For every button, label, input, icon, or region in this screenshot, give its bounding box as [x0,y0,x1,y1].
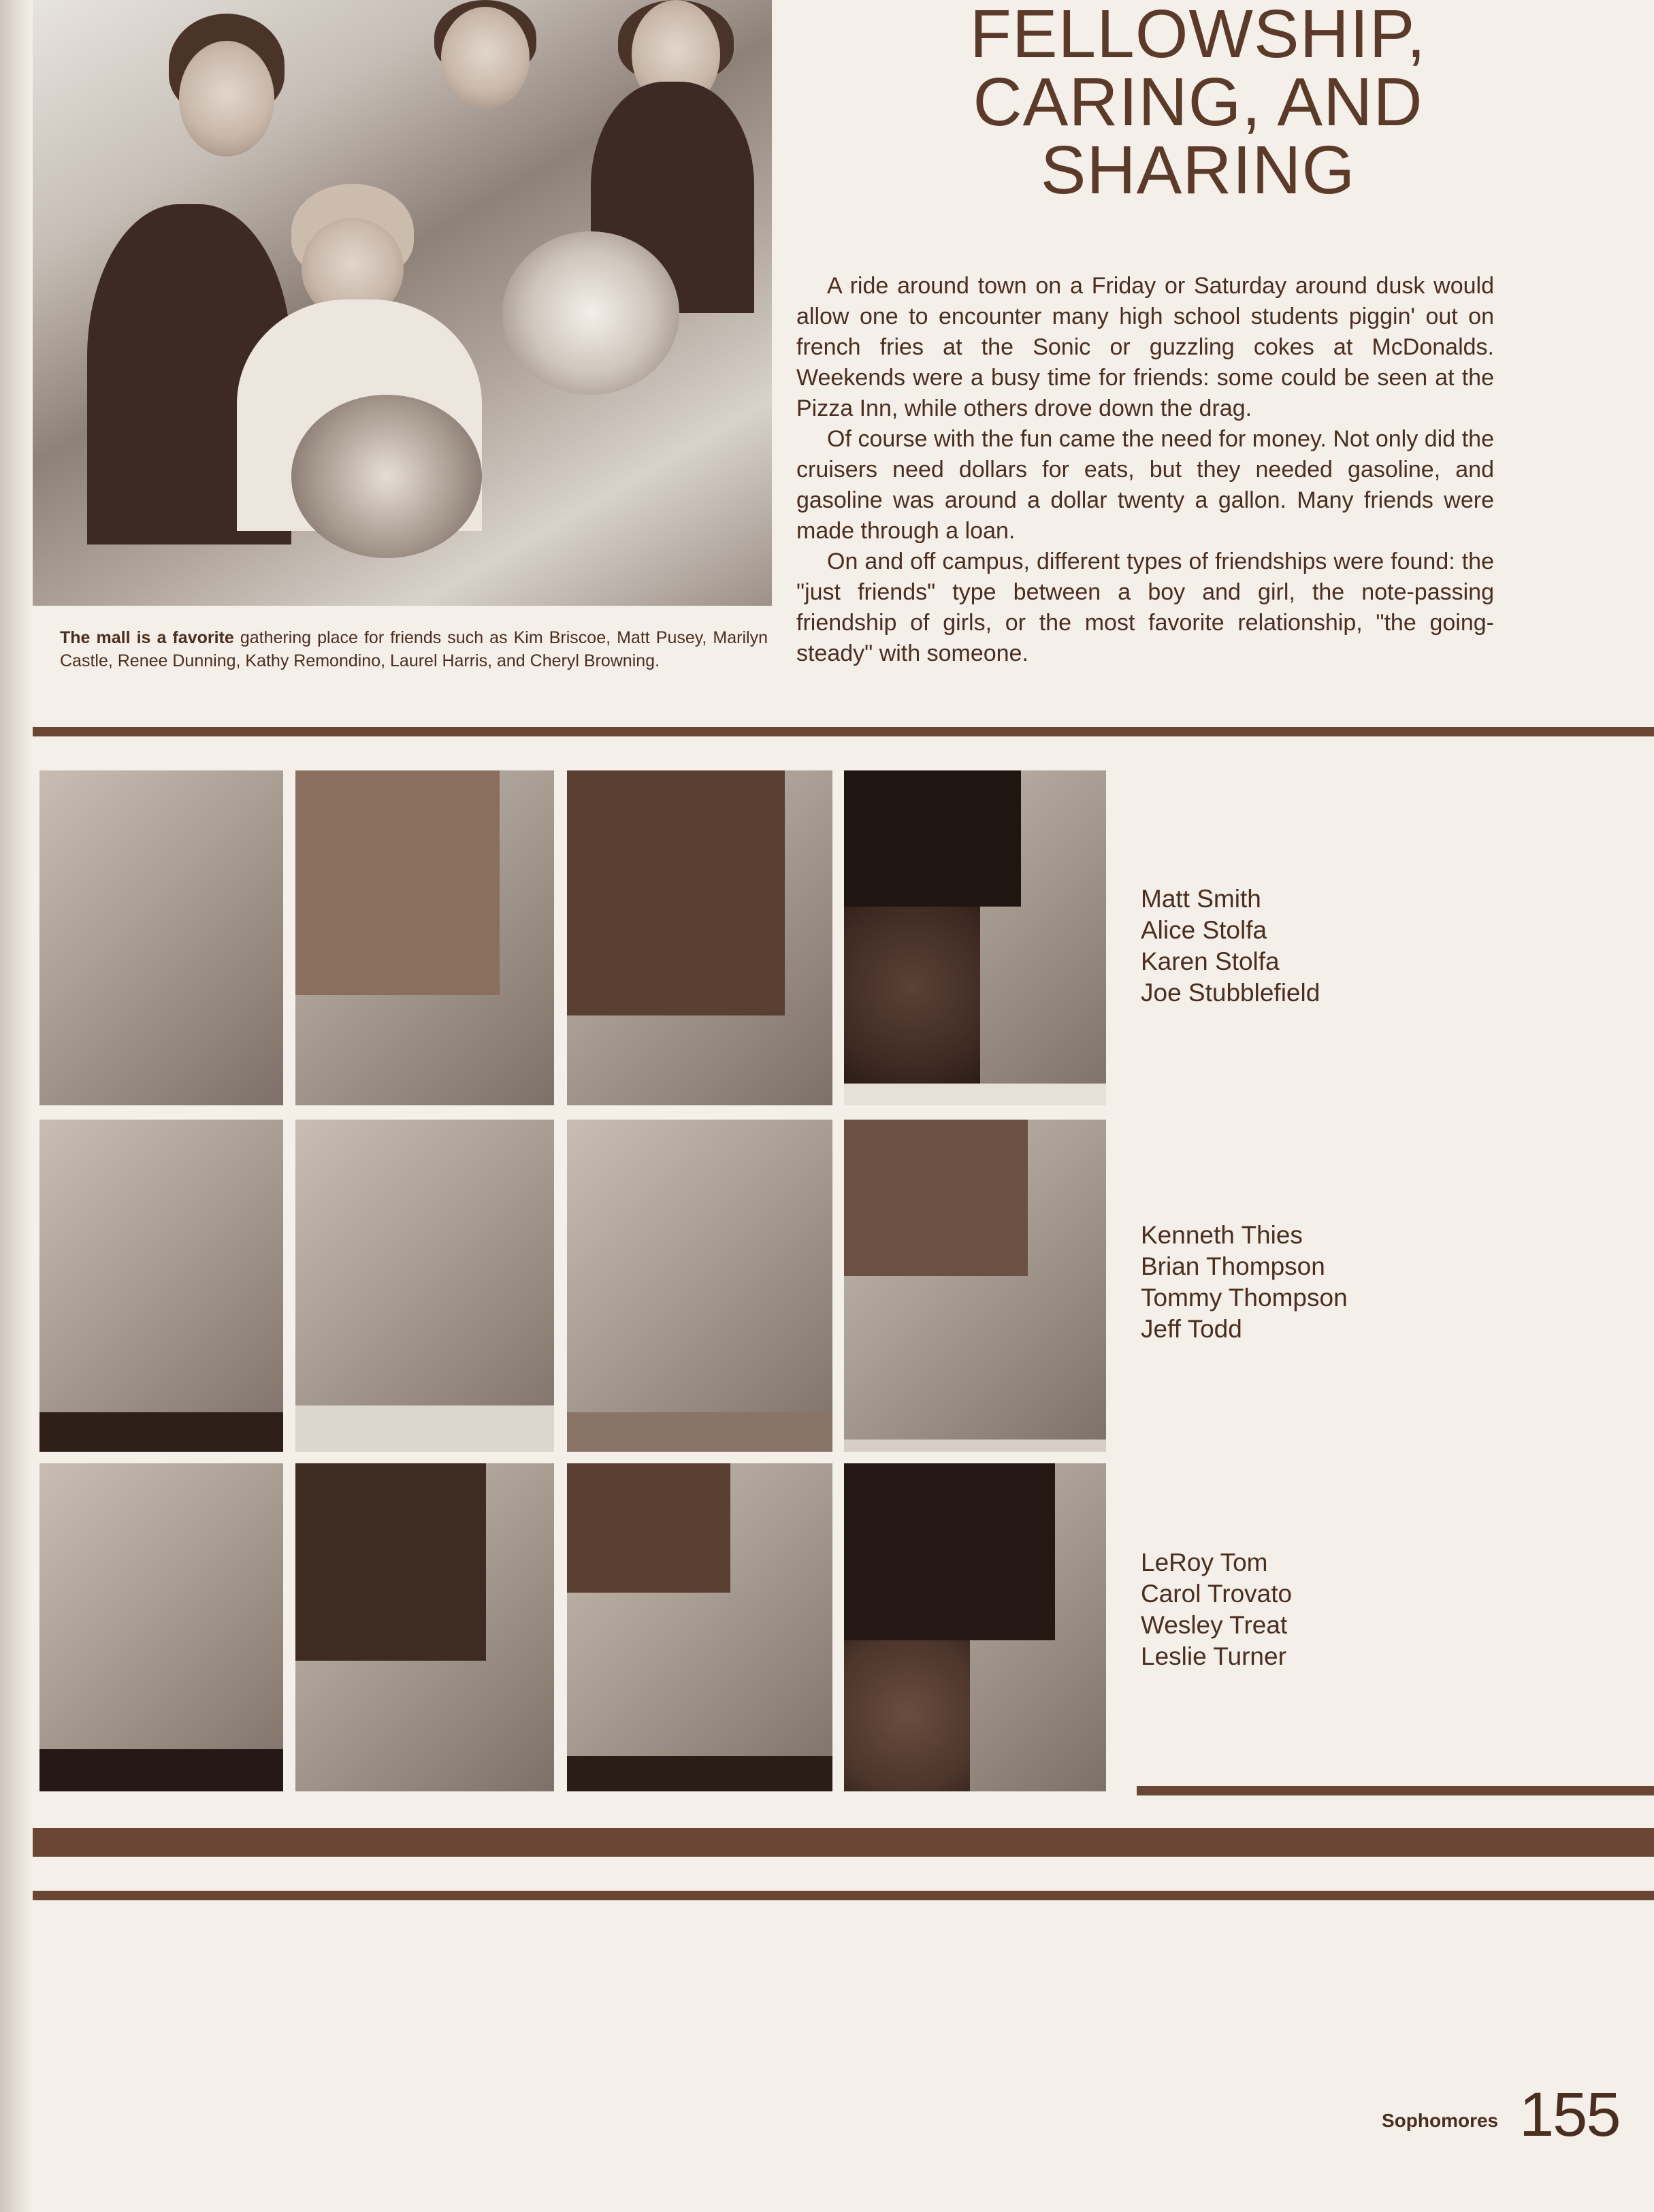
short-divider [1137,1786,1654,1795]
bottom-divider [33,1891,1654,1900]
article-body [796,271,1494,669]
headline-line-1: FELLOWSHIP, [969,0,1427,72]
student-name: Joe Stubblefield [1141,979,1320,1007]
student-name: LeRoy Tom [1141,1548,1268,1576]
group-photo [33,0,772,606]
student-name: Karen Stolfa [1141,947,1280,975]
caption-text: gathering place for friends such as Kim Briscoe, Matt Pusey, Marilyn Castle, Renee Dunning, Kathy Remondino, Laurel Harris, and Cheryl Browning. [60,628,768,670]
portrait [295,1120,554,1452]
portrait [844,1463,1106,1791]
headline [803,0,1593,208]
headline-line-2: CARING, AND [973,64,1423,140]
student-name: Carol Trovato [1141,1580,1293,1608]
portrait [39,770,283,1105]
student-name: Leslie Turner [1141,1642,1286,1670]
bottom-band [33,1828,1654,1857]
student-name: Kenneth Thies [1141,1221,1303,1249]
article-paragraph-3: On and off campus, different types of friendships were found: the "just friends" type between a boy and girl, the note-passing friendship of girls, or the most favorite relationship, "the going-steady" with someone. [796,549,1494,666]
headline-line-3: SHARING [1040,132,1356,208]
portrait [567,1120,832,1452]
article-paragraph-1: A ride around town on a Friday or Saturday around dusk would allow one to encounter many high school students piggin' out on french fries at the Sonic or guzzling cokes at McDonalds. Weekends were a busy time for friends: some could be seen at the Pizza Inn, while others drove down the drag. [796,273,1494,421]
portrait [295,770,554,1105]
article-paragraph-2: Of course with the fun came the need for money. Not only did the cruisers need dollars for eats, but they needed gasoline, and gasoline was around a dollar twenty a gallon. Many friends were made through a loan. [796,426,1494,544]
names-row-2 [1141,1220,1348,1345]
portrait [295,1463,554,1791]
section-label: Sophomores [1382,2110,1499,2131]
top-divider [33,727,1654,736]
portrait [844,770,1106,1105]
page-number: 155 [1519,2080,1620,2149]
portrait [567,1463,832,1791]
portrait [39,1120,283,1452]
portrait [844,1120,1106,1452]
caption-lead: The mall is a favorite [60,628,234,647]
student-name: Jeff Todd [1141,1315,1242,1343]
portrait [567,770,832,1105]
photo-caption [60,626,768,672]
page-binding [0,0,33,2212]
names-row-1 [1141,883,1320,1009]
student-name: Matt Smith [1141,885,1261,913]
names-row-3 [1141,1547,1292,1672]
student-name: Alice Stolfa [1141,916,1267,944]
student-name: Wesley Treat [1141,1611,1288,1639]
student-name: Tommy Thompson [1141,1284,1348,1312]
student-name: Brian Thompson [1141,1252,1325,1280]
portrait [39,1463,283,1791]
